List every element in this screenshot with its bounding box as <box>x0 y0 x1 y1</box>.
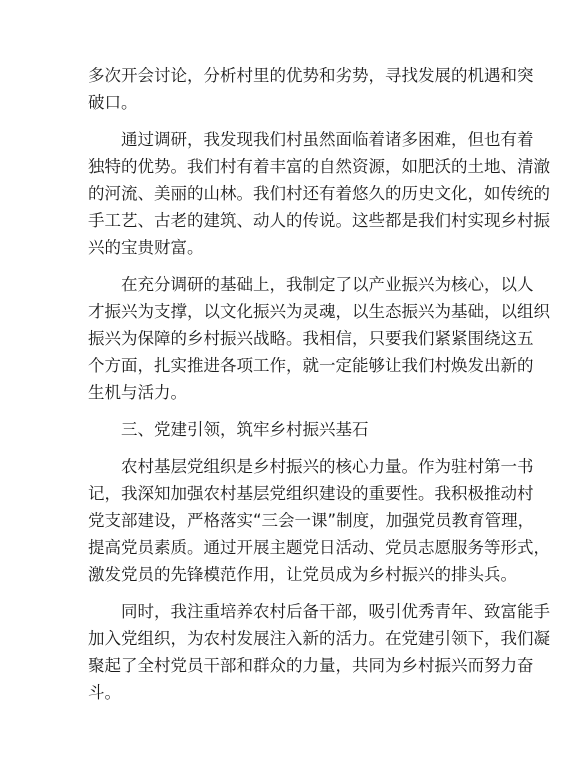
text-line: 提高党员素质。通过开展主题党日活动、党员志愿服务等形式， <box>88 538 550 557</box>
text-line: 通过调研，我发现我们村虽然面临着诸多困难，但也有着 <box>121 130 534 149</box>
paragraph-1 <box>88 62 534 116</box>
text-line: 振兴为保障的乡村振兴战略。我相信，只要我们紧紧围绕这五 <box>88 329 534 348</box>
text-line: 农村基层党组织是乡村振兴的核心力量。作为驻村第一书 <box>121 457 534 476</box>
paragraph-5 <box>88 598 550 706</box>
paragraph-3 <box>88 271 550 406</box>
text-line: 斗。 <box>88 683 121 702</box>
text-line: 激发党员的先锋模范作用，让党员成为乡村振兴的排头兵。 <box>88 565 517 584</box>
text-line: 个方面，扎实推进各项工作，就一定能够让我们村焕发出新的 <box>88 356 534 375</box>
text-line: 手工艺、古老的建筑、动人的传说。这些都是我们村实现乡村振 <box>88 211 550 230</box>
text-line: 同时，我注重培养农村后备干部，吸引优秀青年、致富能手 <box>121 602 550 621</box>
paragraph-4 <box>88 453 550 588</box>
text-line: 破口。 <box>88 93 138 112</box>
text-line: 才振兴为支撑，以文化振兴为灵魂，以生态振兴为基础，以组织 <box>88 302 550 321</box>
text-line: 聚起了全村党员干部和群众的力量，共同为乡村振兴而努力奋 <box>88 656 534 675</box>
document-page <box>88 62 550 716</box>
section-heading <box>88 416 500 443</box>
text-line: 多次开会讨论，分析村里的优势和劣势，寻找发展的机遇和突 <box>88 66 534 85</box>
text-line: 独特的优势。我们村有着丰富的自然资源，如肥沃的土地、清澈 <box>88 157 550 176</box>
heading-line: 三、党建引领，筑牢乡村振兴基石 <box>121 420 369 439</box>
paragraph-2 <box>88 126 550 261</box>
text-line: 在充分调研的基础上，我制定了以产业振兴为核心，以人 <box>121 275 534 294</box>
text-line: 加入党组织，为农村发展注入新的活力。在党建引领下，我们凝 <box>88 629 550 648</box>
text-line: 生机与活力。 <box>88 383 187 402</box>
text-line: 兴的宝贵财富。 <box>88 238 204 257</box>
text-line: 党支部建设，严格落实“三会一课”制度，加强党员教育管理， <box>88 511 535 530</box>
text-line: 记，我深知加强农村基层党组织建设的重要性。我积极推动村 <box>88 484 534 503</box>
text-line: 的河流、美丽的山林。我们村还有着悠久的历史文化，如传统的 <box>88 184 550 203</box>
